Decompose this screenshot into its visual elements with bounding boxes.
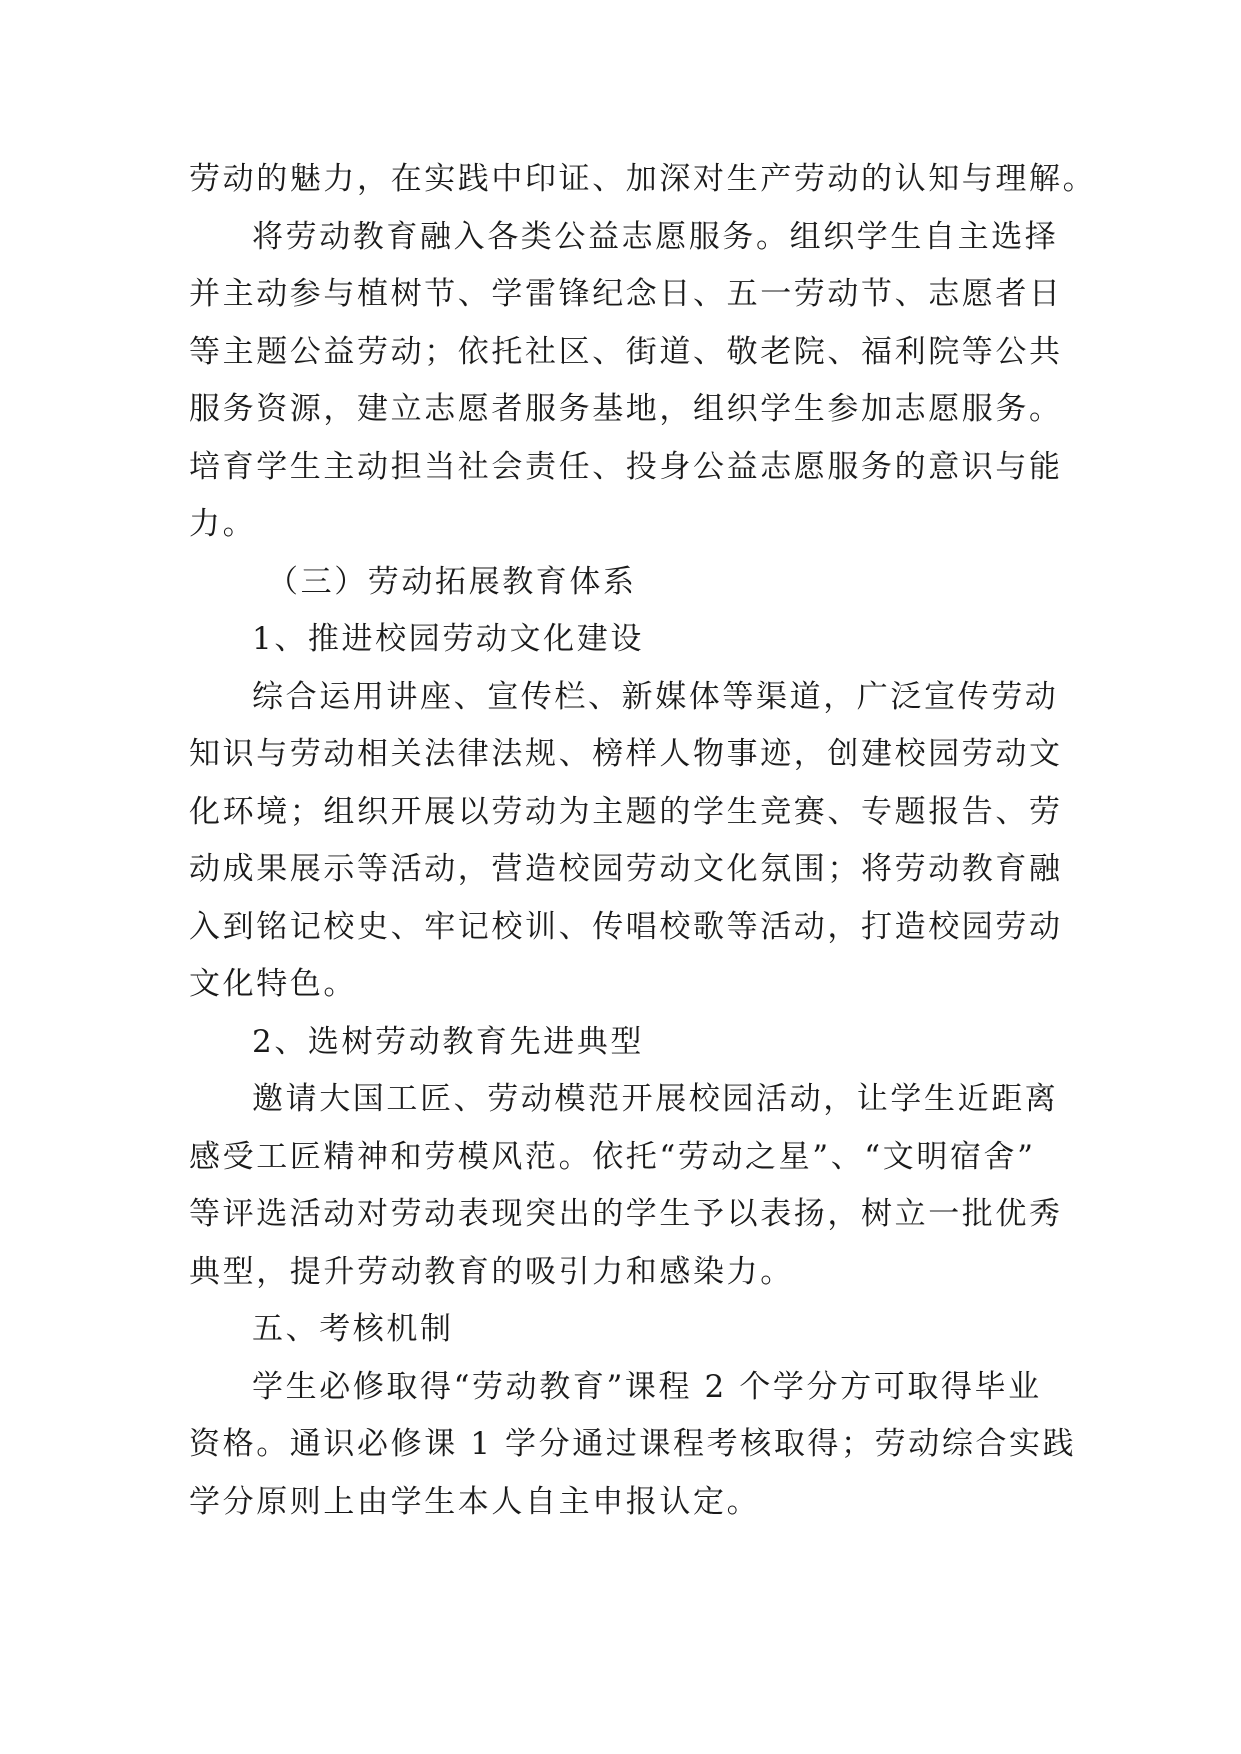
paragraph-line: 邀请大国工匠、劳动模范开展校园活动，让学生近距离 [252, 1081, 1059, 1117]
paragraph-line: 文化特色。 [189, 966, 357, 1002]
paragraph-line: 学生必修取得“劳动教育”课程 2 个学分方可取得毕业 [252, 1368, 1042, 1405]
paragraph-line: 入到铭记校史、牢记校训、传唱校歌等活动，打造校园劳动 [189, 908, 1063, 945]
paragraph-line: 化环境；组织开展以劳动为主题的学生竞赛、专题报告、劳 [189, 793, 1063, 830]
paragraph-line: 动成果展示等活动，营造校园劳动文化氛围；将劳动教育融 [189, 851, 1063, 887]
paragraph-line: 将劳动教育融入各类公益志愿服务。组织学生自主选择 [252, 218, 1059, 255]
paragraph-line: 并主动参与植树节、学雷锋纪念日、五一劳动节、志愿者日 [189, 276, 1063, 312]
paragraph-line: 等主题公益劳动；依托社区、街道、敬老院、福利院等公共 [189, 333, 1063, 370]
paragraph-line: 力。 [189, 506, 257, 542]
paragraph-line: 综合运用讲座、宣传栏、新媒体等渠道，广泛宣传劳动 [252, 678, 1059, 715]
paragraph-line: 等评选活动对劳动表现突出的学生予以表扬，树立一批优秀 [189, 1196, 1063, 1232]
paragraph-line: 资格。通识必修课 1 学分通过课程考核取得；劳动综合实践 [189, 1426, 1077, 1462]
paragraph-line: 服务资源，建立志愿者服务基地，组织学生参加志愿服务。 [189, 391, 1063, 427]
paragraph-line: 学分原则上由学生本人自主申报认定。 [189, 1483, 761, 1520]
section-heading: （三）劳动拓展教育体系 [267, 563, 637, 600]
paragraph-line: 感受工匠精神和劳模风范。依托“劳动之星”、“文明宿舍” [189, 1138, 1036, 1175]
section-heading: 五、考核机制 [252, 1311, 454, 1347]
paragraph-line: 培育学生主动担当社会责任、投身公益志愿服务的意识与能 [189, 448, 1063, 485]
subsection-heading: 1、推进校园劳动文化建设 [252, 621, 644, 657]
paragraph-line: 知识与劳动相关法律法规、榜样人物事迹，创建校园劳动文 [189, 736, 1063, 772]
paragraph-line: 典型，提升劳动教育的吸引力和感染力。 [189, 1253, 794, 1290]
document-body [189, 151, 1097, 1531]
paragraph-line: 劳动的魅力，在实践中印证、加深对生产劳动的认知与理解。 [189, 161, 1097, 197]
subsection-heading: 2、选树劳动教育先进典型 [252, 1023, 644, 1060]
